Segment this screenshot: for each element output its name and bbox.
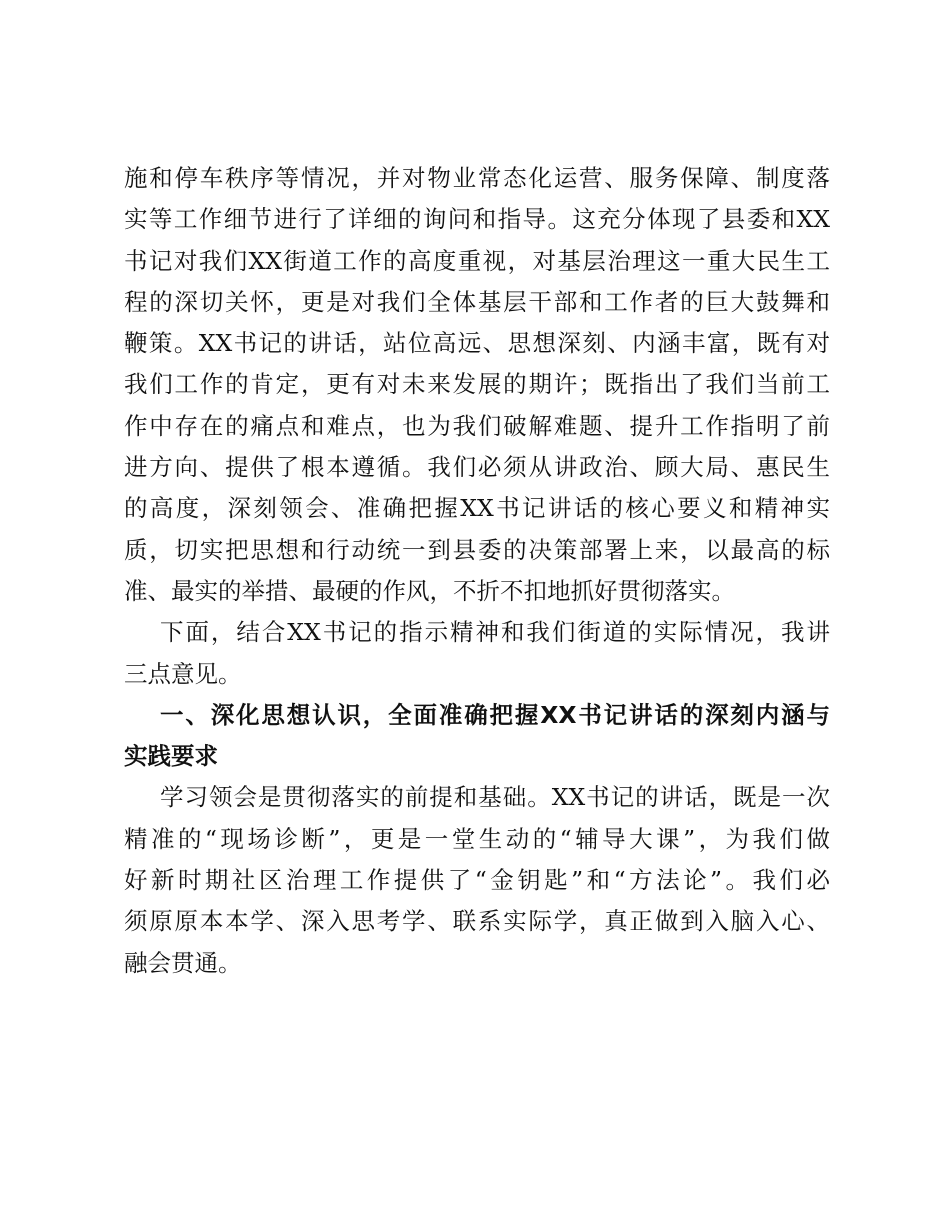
paragraph-line: 的高度，深刻领会、准确把握XX书记讲话的核心要义和精神实 [124, 494, 830, 523]
paragraph-line: 准、最实的举措、最硬的作风，不折不扣地抓好贯彻落实。 [124, 576, 735, 605]
paragraph-line: 学习领会是贯彻落实的前提和基础。XX书记的讲话，既是一次 [160, 783, 830, 812]
paragraph-line: 作中存在的痛点和难点，也为我们破解难题、提升工作指明了前 [124, 411, 830, 440]
paragraph-line: 书记对我们XX街道工作的高度重视，对基层治理这一重大民生工 [124, 246, 830, 275]
paragraph-line: 下面，结合XX书记的指示精神和我们街道的实际情况，我讲 [160, 618, 830, 647]
document-body [124, 158, 830, 984]
paragraph-line: 须原原本本学、深入思考学、联系实际学，真正做到入脑入心、 [124, 907, 830, 936]
paragraph-line: 实等工作细节进行了详细的询问和指导。这充分体现了县委和XX [124, 205, 830, 234]
paragraph-line: 质，切实把思想和行动统一到县委的决策部署上来，以最高的标 [124, 535, 830, 564]
paragraph-line: 好新时期社区治理工作提供了“金钥匙”和“方法论”。我们必 [124, 866, 830, 895]
paragraph-line: 进方向、提供了根本遵循。我们必须从讲政治、顾大局、惠民生 [124, 453, 830, 482]
paragraph-line: 融会贯通。 [124, 948, 242, 977]
paragraph-line: 我们工作的肯定，更有对未来发展的期许；既指出了我们当前工 [124, 370, 830, 399]
paragraph-line: 三点意见。 [124, 659, 242, 688]
paragraph-line: 精准的“现场诊断”，更是一堂生动的“辅导大课”，为我们做 [124, 824, 830, 853]
section-heading-line: 实践要求 [124, 742, 218, 771]
paragraph-line: 程的深切关怀，更是对我们全体基层干部和工作者的巨大鼓舞和 [124, 287, 830, 316]
paragraph-line: 施和停车秩序等情况，并对物业常态化运营、服务保障、制度落 [124, 164, 830, 192]
paragraph-line: 鞭策。XX书记的讲话，站位高远、思想深刻、内涵丰富，既有对 [124, 329, 830, 358]
section-heading-line: 一、深化思想认识，全面准确把握XX书记讲话的深刻内涵与 [160, 700, 830, 729]
